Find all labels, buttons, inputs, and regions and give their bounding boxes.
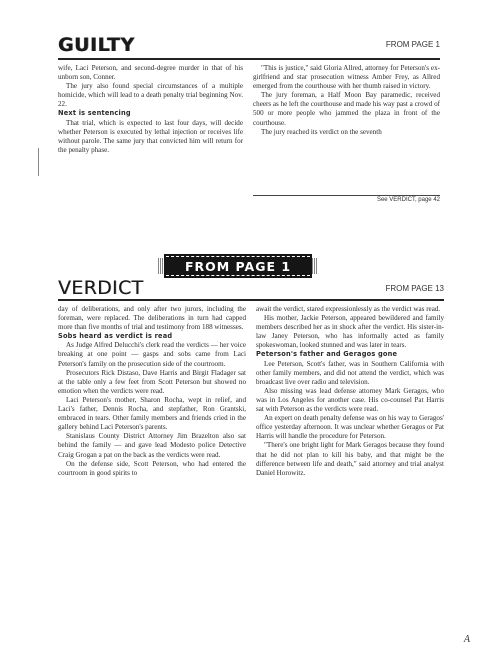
verdict-left-column [58,305,246,478]
paragraph: The jury foreman, a Half Moon Bay paramedic, received cheers as he left the courthouse and made his way past a crowd of 500 or more people who jammed the plaza in front of the courthouse. [253,91,440,127]
paragraph: Also missing was lead defense attorney Mark Geragos, who was in Los Angeles for another case. His co-counsel Pat Harris sat with Peterson as the verdicts were read. [256,386,444,414]
verdict-header [58,279,444,299]
subhead-sentencing: Next is sentencing [58,109,131,118]
paragraph: Lee Peterson, Scott's father, was in Southern California with other family members, and did not attend the verdict, which was broadcast live over radio and television. [256,359,444,386]
paragraph: await the verdict, stared expressionlessly as the verdict was read. [256,305,441,313]
verdict-title: VERDICT [58,277,144,299]
paragraph: That trial, which is expected to last four days, will decide whether Peterson is executed by lethal injection or receives life without parole. The same jury that convicted him will return for the penalty phase. [58,118,243,154]
jump-rule [253,195,440,196]
banner-label: FROM PAGE 1 [166,256,310,276]
paragraph: As Judge Alfred Delucchi's clerk read the verdicts — her voice breaking at one point — gasps and sobs came from Laci Peterson's family on the prosecution side of the courtroom. [58,341,246,368]
guilty-header [58,36,440,56]
paragraph: An expert on death penalty defense was on his way to Geragos' office yesterday afternoon. It was unclear whether Geragos or Pat Harris will handle the procedure for Peterson. [256,414,444,441]
paragraph: "There's one bright light for Mark Geragos because they found that he did not plan to kill his baby, and that might be the difference between life and death," said attorney and trial analyst Daniel Horowitz. [256,441,444,477]
paragraph: day of deliberations, and only after two jurors, including the foreman, were replaced. The deliberations in turn had capped more than five months of trial and testimony from 188 witnesses. [58,305,246,332]
verdict-rule [58,299,444,301]
subhead-father-geragos: Peterson's father and Geragos gone [256,350,398,359]
page-number: A [463,634,470,645]
jump-line: See VERDICT, page 42 [376,197,440,203]
subhead-sobs: Sobs heard as verdict is read [58,332,173,341]
paragraph: wife, Laci Peterson, and second-degree murder in that of his unborn son, Conner. [58,64,243,82]
paragraph: "This is justice," said Gloria Allred, attorney for Peterson's ex-girlfriend and star prosecution witness Amber Frey, as Allred emerged from the courthouse with her thumb raised in victory. [253,64,440,91]
margin-mark [38,148,39,176]
guilty-right-column [253,64,440,137]
paragraph: Stanislaus County District Attorney Jim Brazelton also sat behind the family — and gave lead Modesto police Detective Craig Grogan a pat on the back as the verdicts were read. [58,432,246,459]
paragraph: The jury also found special circumstances of a multiple homicide, which will lead to a death penalty trial beginning Nov. 22. [58,82,243,109]
verdict-from-page: FROM PAGE 13 [385,284,444,293]
verdict-right-column [256,305,444,478]
paragraph: The jury reached its verdict on the seventh [261,127,382,136]
paragraph: Laci Peterson's mother, Sharon Rocha, wept in relief, and Laci's father, Dennis Rocha, and stepfather, Ron Grantski, embraced in tears. Other family members and friends cried in the gallery behind Laci Peterson's parents. [58,395,246,432]
guilty-rule [58,58,440,60]
paragraph: His mother, Jackie Peterson, appeared bewildered and family members described her as in shock after the verdict. His sister-in-law Janey Peterson, who has informally acted as family spokeswoman, looked stunned and was later in tears. [256,314,444,350]
paragraph: Prosecutors Rick Distaso, Dave Harris and Birgit Fladager sat at the table only a few feet from Scott Peterson but showed no emotion when the verdicts were read. [58,368,246,395]
guilty-from-page: FROM PAGE 1 [385,40,440,49]
guilty-title: GUILTY [58,34,135,56]
from-page-banner [166,256,310,276]
guilty-left-column [58,64,243,155]
paragraph: On the defense side, Scott Peterson, who had entered the courtroom in good spirits to [58,459,246,477]
